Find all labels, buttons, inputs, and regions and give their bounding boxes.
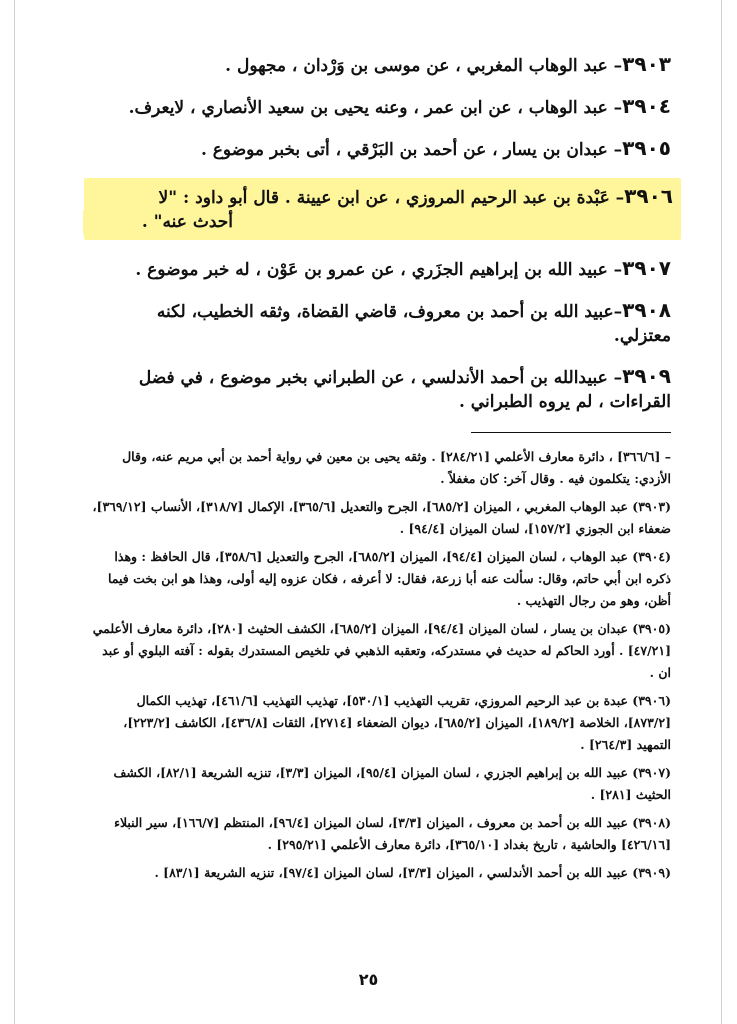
footnote-3904: (٣٩٠٤) عبد الوهاب ، لسان الميزان [٩٤/٤]، الميزان [٦٨٥/٢]، الجرح والتعديل [٣٥٨/٦]، قال الحافظ : وهذا ذكره ابن أبي حاتم، وقال: سألت عنه أبا زرعة، فقال: لا أعرفه ، فكان عزوه إليه أولى، وهذا هو ابن بخت فيما أظن، وهو من رجال التهذيب . — [108, 549, 671, 608]
entry-text: – عبيد الله بن إبراهيم الجزَري ، عن عمرو بن عَوْن ، له خبر موضوع . — [135, 260, 623, 280]
footnote-3906: (٣٩٠٦) عبدة بن عبد الرحيم المروزي، تقريب التهذيب [٥٣٠/١]، تهذيب التهذيب [٤٦١/٦]، تهذيب الكمال [٨٧٣/٢]، الخلاصة [١٨٩/٢]، الميزان [٦٨٥/٢]، ديوان الضعفاء [٢٧١٤]، الثقات [٤٣٦/٨]، الكاشف [٢٢٣/٢]، التمهيد [٢٦٤/٣] . — [123, 693, 671, 752]
entry-3909 — [96, 364, 671, 414]
entry-text-line-2: أحدث عنه" . — [83, 210, 233, 234]
entry-3908 — [96, 298, 671, 348]
page-number: ٢٥ — [358, 970, 379, 989]
entry-number: ٣٩٠٧ — [622, 256, 671, 280]
entry-text: – عبد الوهاب ، عن ابن عمر ، وعنه يحيى بن سعيد الأنصاري ، لايعرف. — [128, 98, 623, 118]
entry-number: ٣٩٠٥ — [622, 136, 671, 160]
entry-3903 — [96, 52, 671, 78]
entry-3907 — [96, 256, 671, 282]
footnote-3907: (٣٩٠٧) عبيد الله بن إبراهيم الجزري ، لسان الميزان [٩٥/٤]، الميزان [٣/٣]، تنزيه الشريعة [٨٢/١]، الكشف الحثيث [٢٨١] . — [113, 765, 671, 802]
footnote-3903: (٣٩٠٣) عبد الوهاب المغربي ، الميزان [٦٨٥/٢]، الجرح والتعديل [٣٦٥/٦]، الإكمال [٣١٨/٧]، الأنساب [٣٦٩/١٢]، ضعفاء ابن الجوزي [١٥٧/٢]، لسان الميزان [٩٤/٤] . — [92, 499, 671, 536]
entry-3905 — [96, 136, 671, 162]
entry-text: – عبدان بن يسار ، عن أحمد بن البَرْقي ، أتى بخبر موضوع . — [200, 140, 623, 160]
entry-number: ٣٩٠٣ — [622, 52, 671, 76]
entry-number: ٣٩٠٩ — [622, 364, 671, 388]
entry-number: ٣٩٠٨ — [622, 298, 671, 322]
entry-number: ٣٩٠٤ — [622, 94, 671, 118]
footnote-3908: (٣٩٠٨) عبيد الله بن أحمد بن معروف ، الميزان [٣/٣]، لسان الميزان [٩٦/٤]، المنتظم [١٦٦/٧]، سير النبلاء [٤٢٦/١٦] والحاشية ، تاريخ بغداد [٣٦٥/١٠]، دائرة معارف الأعلمي [٢٩٥/٢١] . — [114, 815, 671, 852]
entry-text: – عبيدالله بن أحمد الأندلسي ، عن الطبراني بخبر موضوع ، في فضل القراءات ، لم يروه الطبراني . — [138, 368, 671, 412]
entry-text: – عبد الوهاب المغربي ، عن موسى بن وَرْدان ، مجهول . — [225, 56, 623, 76]
footnote-3905: (٣٩٠٥) عبدان بن يسار ، لسان الميزان [٩٤/٤]، الميزان [٦٨٥/٢]، الكشف الحثيث [٢٨٠]، دائرة معارف الأعلمي [٤٧/٢١] . أورد الحاكم له حديث في مستدركه، وتعقبه الذهبي في تلخيص المستدرك بقوله : آفته البلوي أو عبد ان . — [92, 621, 671, 680]
footnote-3909: (٣٩٠٩) عبيد الله بن أحمد الأندلسي ، الميزان [٣/٣]، لسان الميزان [٩٧/٤]، تنزيه الشريعة [٨٣/١] . — [154, 865, 671, 880]
entry-3904 — [96, 94, 671, 120]
footnote-divider — [471, 432, 671, 433]
entry-text: –عبيد الله بن أحمد بن معروف، قاضي القضاة، وثقه الخطيب، لكنه معتزلي. — [156, 302, 671, 346]
footnote-continued: – [٣٦٦/٦] ، دائرة معارف الأعلمي [٢٨٤/٢١] . وثقه يحيى بن معين في رواية أحمد بن أبي مريم عنه، وقال الأزدي: يتكلمون فيه . وقال آخر: كان مغفلاً . — [122, 449, 671, 486]
entry-text-line-1: – عَبْدة بن عبد الرحيم المروزي ، عن ابن عيينة . قال أبو داود : "لا — [158, 188, 625, 208]
main-entries — [96, 52, 671, 430]
entry-3906-highlighted — [84, 178, 681, 240]
footnotes — [88, 446, 671, 890]
entry-number: ٣٩٠٦ — [624, 184, 673, 208]
highlight-line-1 — [92, 184, 673, 210]
